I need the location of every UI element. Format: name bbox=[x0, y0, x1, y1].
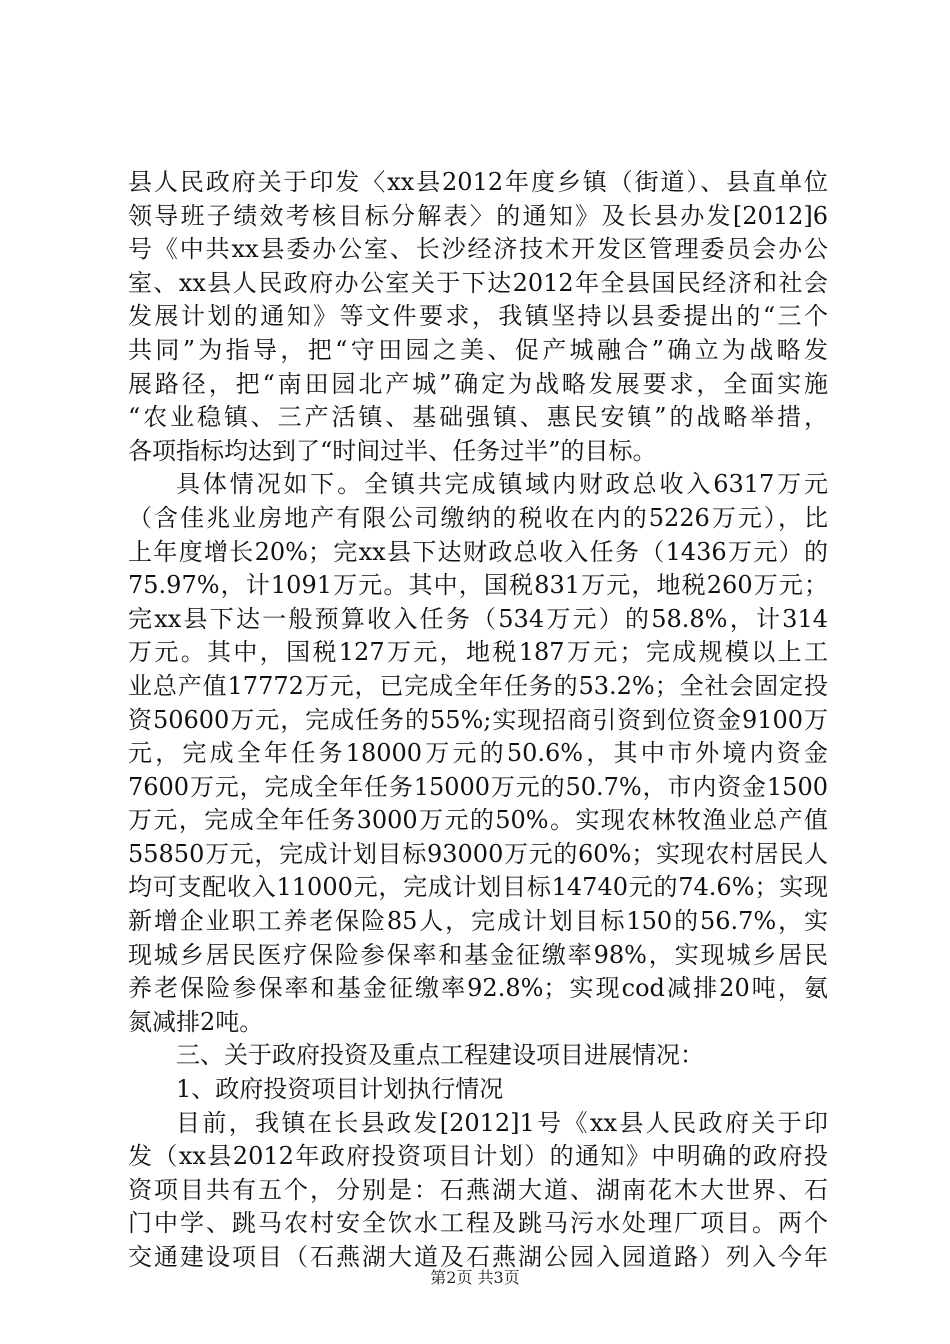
text-line: 完xx县下达一般预算收入任务（534万元）的58.8%，计314 bbox=[128, 604, 828, 633]
text-line: 现城乡居民医疗保险参保率和基金征缴率98%，实现城乡居民 bbox=[128, 940, 828, 969]
text-line: 7600万元，完成全年任务15000万元的50.7%，市内资金1500 bbox=[128, 772, 828, 801]
text-line: 县人民政府关于印发〈xx县2012年度乡镇（街道）、县直单位 bbox=[128, 168, 828, 196]
section-heading: 三、关于政府投资及重点工程建设项目进展情况： bbox=[176, 1041, 704, 1070]
text-line: 资项目共有五个，分别是：石燕湖大道、湖南花木大世界、石 bbox=[128, 1175, 828, 1204]
text-line: 氮减排2吨。 bbox=[128, 1007, 264, 1036]
text-line: 元，完成全年任务18000万元的50.6%，其中市外境内资金 bbox=[128, 739, 828, 768]
text-line: 均可支配收入11000元，完成计划目标14740元的74.6%；实现 bbox=[128, 873, 828, 902]
text-line: “农业稳镇、三产活镇、基础强镇、惠民安镇”的战略举措， bbox=[128, 403, 828, 432]
text-line: 门中学、跳马农村安全饮水工程及跳马污水处理厂项目。两个 bbox=[128, 1209, 828, 1238]
text-line: 领导班子绩效考核目标分解表〉的通知》及长县办发[2012]6 bbox=[128, 201, 828, 230]
text-line: 55850万元，完成计划目标93000万元的60%；实现农村居民人 bbox=[128, 839, 828, 868]
text-line: 万元。其中，国税127万元，地税187万元；完成规模以上工 bbox=[128, 638, 828, 667]
text-line: （含佳兆业房地产有限公司缴纳的税收在内的5226万元），比 bbox=[128, 503, 828, 532]
text-line: 发展计划的通知》等文件要求，我镇坚持以县委提出的“三个 bbox=[128, 302, 828, 331]
text-line: 养老保险参保率和基金征缴率92.8%；实现cod减排20吨，氨 bbox=[128, 974, 828, 1003]
text-line: 发（xx县2012年政府投资项目计划）的通知》中明确的政府投 bbox=[128, 1142, 828, 1171]
text-line: 室、xx县人民政府办公室关于下达2012年全县国民经济和社会 bbox=[128, 268, 828, 297]
text-line: 交通建设项目（石燕湖大道及石燕湖公园入园道路）列入今年 bbox=[128, 1243, 828, 1271]
text-line: 各项指标均达到了“时间过半、任务过半”的目标。 bbox=[128, 436, 657, 465]
text-line: 新增企业职工养老保险85人，完成计划目标150的56.7%，实 bbox=[128, 907, 828, 936]
text-line: 75.97%，计1091万元。其中，国税831万元，地税260万元； bbox=[128, 571, 828, 600]
text-line: 号《中共xx县委办公室、长沙经济技术开发区管理委员会办公 bbox=[128, 235, 828, 264]
page-footer: 第2页 共3页 bbox=[430, 1268, 520, 1287]
paragraph-first-line: 具体情况如下。全镇共完成镇域内财政总收入6317万元 bbox=[176, 470, 828, 499]
text-line: 万元，完成全年任务3000万元的50%。实现农林牧渔业总产值 bbox=[128, 806, 828, 835]
document-body bbox=[128, 166, 828, 1275]
text-line: 上年度增长20%；完xx县下达财政总收入任务（1436万元）的 bbox=[128, 537, 828, 566]
subsection-heading: 1、政府投资项目计划执行情况 bbox=[176, 1075, 504, 1104]
paragraph-first-line: 目前，我镇在长县政发[2012]1号《xx县人民政府关于印 bbox=[176, 1108, 828, 1137]
text-line: 展路径，把“南田园北产城”确定为战略发展要求，全面实施 bbox=[128, 369, 828, 398]
text-line: 共同”为指导，把“守田园之美、促产城融合”确立为战略发 bbox=[128, 335, 828, 364]
text-line: 业总产值17772万元，已完成全年任务的53.2%；全社会固定投 bbox=[128, 671, 828, 700]
text-line: 资50600万元，完成任务的55%;实现招商引资到位资金9100万 bbox=[128, 705, 828, 734]
